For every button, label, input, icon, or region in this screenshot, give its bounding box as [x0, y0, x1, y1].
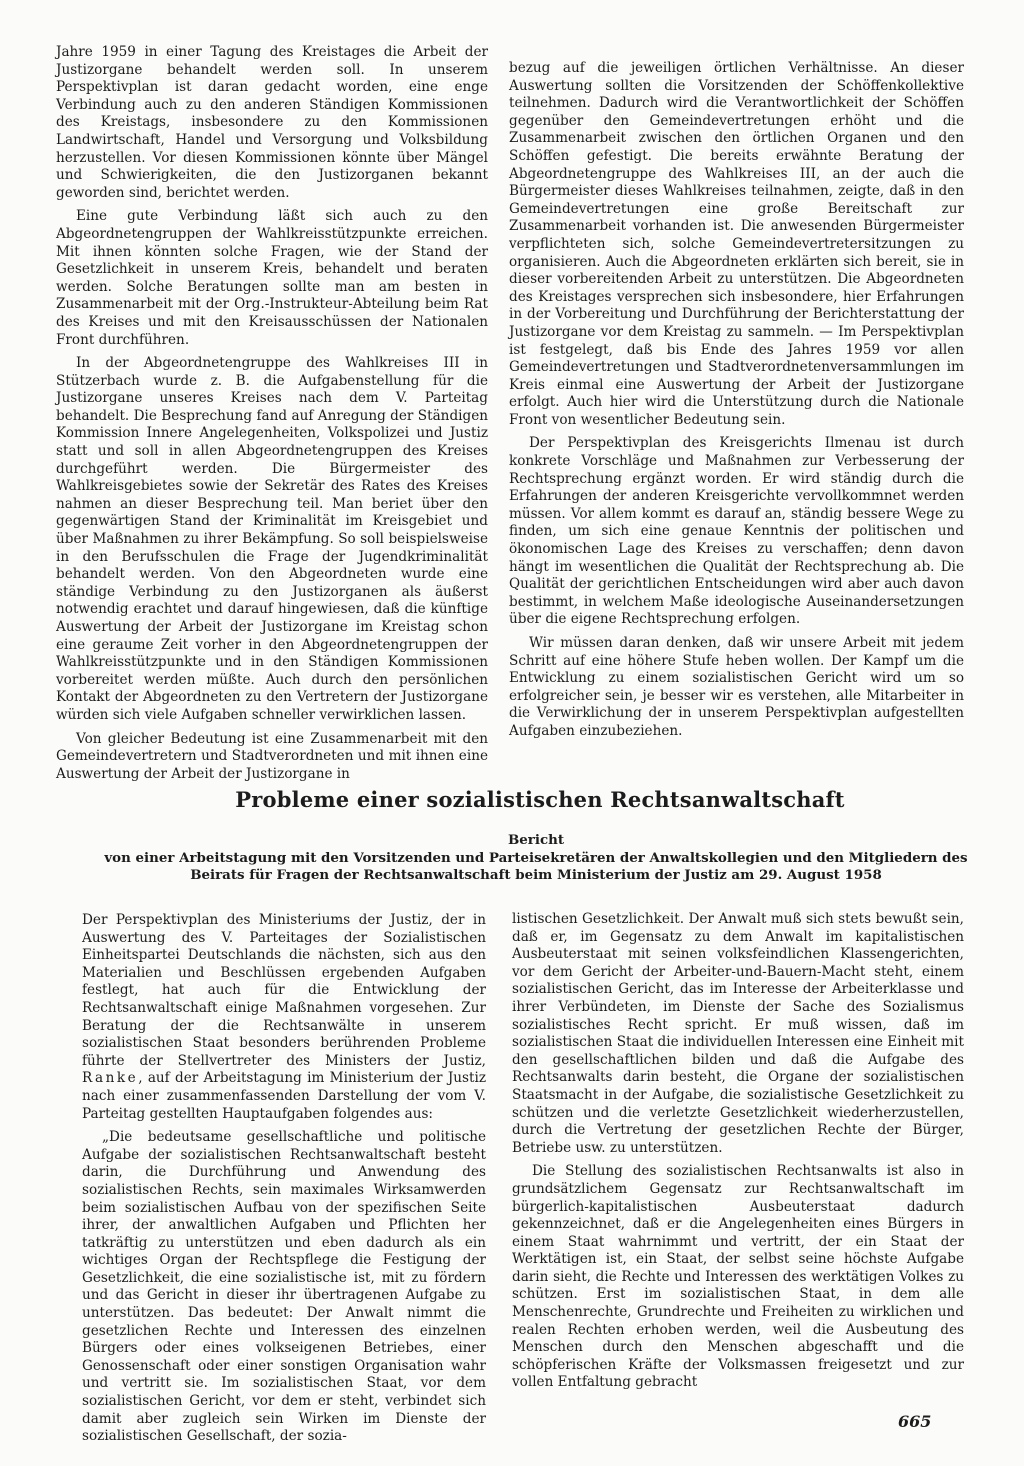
paragraph: Jahre 1959 in einer Tagung des Kreistages die Arbeit der Justizorgane behandelt werden soll. In unserem Perspektivplan ist daran gedacht worden, eine enge Verbindung auch zu den anderen Ständigen Kommissionen des Kreistags, insbesondere zu den Kommissionen Landwirtschaft, Handel und Versorgung und Volksbildung herzustellen. Vor diesen Kommissionen könnte über Mängel und Schwierigkeiten, die den Justizorganen bekannt geworden sind, berichtet werden.: [56, 44, 488, 201]
article-subheading: [96, 832, 976, 885]
article-kicker: Bericht: [507, 832, 565, 848]
paragraph: Wir müssen daran denken, daß wir unsere Arbeit mit jedem Schritt auf eine höhere Stufe heben wollen. Der Kampf um die Entwicklung zu einem sozialistischen Gericht wird um so erfolgreicher sein, je besser wir es verstehen, alle Mitarbeiter in die Verwirklichung der in unserem Perspektivplan aufgestellten Aufgaben einzubeziehen.: [509, 635, 964, 739]
paragraph: Die Stellung des sozialistischen Rechtsanwalts ist also in grundsätzlichem Gegensatz zur Rechtsanwaltschaft im bürgerlich-kapitalistischen Ausbeuterstaat dadurch gekennzeichnet, daß er die Angelegenheiten eines Bürgers in einem Staat wahrnimmt und vertritt, der ein Staat der Werktätigen ist, ein Staat, der selbst seine höchste Aufgabe darin sieht, die Rechte und Interessen des werktätigen Volkes zu schützen. Erst im sozialistischen Staat, in dem alle Menschenrechte, Grundrechte und Freiheiten zu wirklichen und realen Rechten erhoben werden, weil die Ausbeutung des Menschen durch den Menschen abgeschafft und die schöpferischen Kräfte der Volksmassen freigesetzt und zur vollen Entfaltung gebracht: [512, 1163, 964, 1391]
paragraph: In der Abgeordnetengruppe des Wahlkreises III in Stützerbach wurde z. B. die Aufgabenstellung für die Justizorgane unseres Kreises nach dem V. Parteitag behandelt. Die Besprechung fand auf Anregung der Ständigen Kommission Innere Angelegenheiten, Volkspolizei und Justiz statt und soll in allen Abgeordnetengruppen des Kreises durchgeführt werden. Die Bürgermeister des Wahlkreisgebietes sowie der Sekretär des Rates des Kreises nahmen an dieser Besprechung teil. Man beriet über den gegenwärtigen Stand der Kriminalität im Kreisgebiet und über Maßnahmen zu ihrer Bekämpfung. So soll beispielsweise in den Berufsschulen die Frage der Jugendkriminalität behandelt werden. Von den Abgeordneten wurde eine ständige Verbindung zu den Justizorganen als äußerst notwendig erachtet und darauf hingewiesen, daß die künftige Auswertung der Arbeit der Justizorgane im Kreistag schon eine geraume Zeit vorher in den Abgeordnetengruppen der Wahlkreisstützpunkte und in den Ständigen Kommissionen vorbereitet werden müßte. Auch durch den persönlichen Kontakt der Abgeordneten zu den Vertretern der Justizorgane würden sich viele Aufgaben schneller verwirklichen lassen.: [56, 355, 488, 723]
article-subtitle: von einer Arbeitstagung mit den Vorsitzenden und Parteisekretären der Anwaltskollegien und den Mitgliedern des Beirats für Fragen der Rechtsanwaltschaft beim Ministerium der Justiz am 29. August 1958: [104, 849, 968, 883]
paragraph: Eine gute Verbindung läßt sich auch zu den Abgeordnetengruppen der Wahlkreisstützpunkte erreichen. Mit ihnen könnten solche Fragen, wie der Stand der Gesetzlichkeit in unserem Kreis, behandelt und beraten werden. Solche Beratungen sollte man am besten in Zusammenarbeit mit der Org.-Instrukteur-Abteilung beim Rat des Kreises und mit den Kreisausschüssen der Nationalen Front durchführen.: [56, 208, 488, 348]
paragraph-text: Der Perspektivplan des Ministeriums der Justiz, der in Auswertung des V. Parteitages der Sozialistischen Einheitspartei Deutschlands die nächsten, sich aus den Materialien und Beschlüssen ergebenden Aufgaben festlegt, hat auch für die Entwicklung der Rechtsanwaltschaft einige Maßnahmen vorgesehen. Zur Beratung der die Rechtsanwälte in unserem sozialistischen Staat besonders berührenden Probleme führte der Stellvertreter des Ministers der Justiz,: [82, 912, 486, 1069]
article-title: Probleme einer sozialistischen Rechtsanwaltschaft: [235, 787, 845, 812]
paragraph: „Die bedeutsame gesellschaftliche und politische Aufgabe der sozialistischen Rechtsanwaltschaft besteht darin, die Durchführung und Anwendung des sozialistischen Rechts, sein maximales Wirksamwerden beim sozialistischen Aufbau von der spezifischen Seite ihrer, der anwaltlichen Aufgaben und Pflichten her tatkräftig zu unterstützen und eben dadurch als ein wichtiges Organ der Rechtspflege die Festigung der Gesetzlichkeit, die eine sozialistische ist, mit zu fördern und das Gericht in dieser ihr übertragenen Aufgabe zu unterstützen. Das bedeutet: Der Anwalt nimmt die gesetzlichen Rechte und Interessen des einzelnen Bürgers oder eines volkseigenen Betriebes, einer Genossenschaft oder einer sonstigen Organisation wahr und vertritt sie. Im sozialistischen Staat, vor dem sozialistischen Gericht, vor dem er steht, verbindet sich damit aber zugleich sein Wirken im Dienste der sozialistischen Gesellschaft, der sozia-: [82, 1129, 486, 1445]
paragraph: listischen Gesetzlichkeit. Der Anwalt muß sich stets bewußt sein, daß er, im Gegensatz zu dem Anwalt im kapitalistischen Ausbeuterstaat mit seinen volksfeindlichen Klassengerichten, vor dem Gericht der Arbeiter-und-Bauern-Macht steht, einem sozialistischen Gericht, das im Interesse der Arbeiterklasse und ihrer Verbündeten, im Dienste der Sache des Sozialismus sozialistisches Recht spricht. Er muß wissen, daß im sozialistischen Staat die individuellen Interessen eine Einheit mit den gesellschaftlichen bilden und daß die Aufgabe des Rechtsanwalts darin besteht, die Organe der sozialistischen Staatsmacht in der Aufgabe, die sozialistische Gesetzlichkeit zu schützen und die verletzte Gesetzlichkeit wiederherzustellen, durch die Vertretung der gesetzlichen Rechte der Bürger, Betriebe usw. zu unterstützen.: [512, 911, 964, 1156]
top-left-column: [56, 44, 488, 789]
bottom-left-column: [82, 912, 486, 1452]
paragraph-text: , auf der Arbeitstagung im Ministerium der Justiz nach einer zusammenfassenden Darstellung der vom V. Parteitag gestellten Hauptaufgaben folgendes aus:: [82, 1070, 486, 1122]
bottom-right-column: [512, 911, 964, 1398]
top-right-column: [509, 60, 964, 747]
paragraph: Von gleicher Bedeutung ist eine Zusammenarbeit mit den Gemeindevertretern und Stadtverordneten und mit ihnen eine Auswertung der Arbeit der Justizorgane in: [56, 730, 488, 782]
page-number: 665: [898, 1412, 932, 1431]
person-name: Ranke: [82, 1070, 139, 1087]
paragraph: Der Perspektivplan des Kreisgerichts Ilmenau ist durch konkrete Vorschläge und Maßnahmen zur Verbesserung der Rechtsprechung ergänzt worden. Er wird ständig durch die Erfahrungen der anderen Kreisgerichte vervollkommnet werden müssen. Vor allem kommt es darauf an, ständig bessere Wege zu finden, um sich eine genaue Kenntnis der politischen und ökonomischen Lage des Kreises zu verschaffen; denn davon hängt im wesentlichen die Qualität der Rechtsprechung ab. Die Qualität der gerichtlichen Entscheidungen wird aber auch davon bestimmt, in welchem Maße ideologische Auseinandersetzungen über die eigene Rechtsprechung erfolgen.: [509, 435, 964, 628]
paragraph: [82, 912, 486, 1123]
paragraph: bezug auf die jeweiligen örtlichen Verhältnisse. An dieser Auswertung sollten die Vorsitzenden der Schöffenkollektive teilnehmen. Dadurch wird die Verantwortlichkeit der Schöffen gegenüber den Gemeindevertretungen erhöht und die Zusammenarbeit zwischen den örtlichen Organen und den Schöffen gefestigt. Die bereits erwähnte Beratung der Abgeordnetengruppe des Wahlkreises III, an der auch die Bürgermeister dieses Wahlkreises teilnahmen, zeigte, daß in den Gemeindevertretungen eine große Bereitschaft zur Zusammenarbeit vorhanden ist. Die anwesenden Bürgermeister verpflichteten sich, solche Gemeindevertretersitzungen zu organisieren. Auch die Abgeordneten erklärten sich bereit, sie in dieser vorbereitenden Arbeit zu unterstützen. Die Abgeordneten des Kreistages versprechen sich insbesondere, hier Erfahrungen in der Vorbereitung und Durchführung der Berichterstattung der Justizorgane vor dem Kreistag zu sammeln. — Im Perspektivplan ist festgelegt, daß bis Ende des Jahres 1959 vor allen Gemeindevertretungen und Stadtverordnetenversammlungen im Kreis einmal eine Auswertung der Arbeit der Justizorgane erfolgt. Auch hier wird die Unterstützung durch die Nationale Front von wesentlicher Bedeutung sein.: [509, 60, 964, 428]
